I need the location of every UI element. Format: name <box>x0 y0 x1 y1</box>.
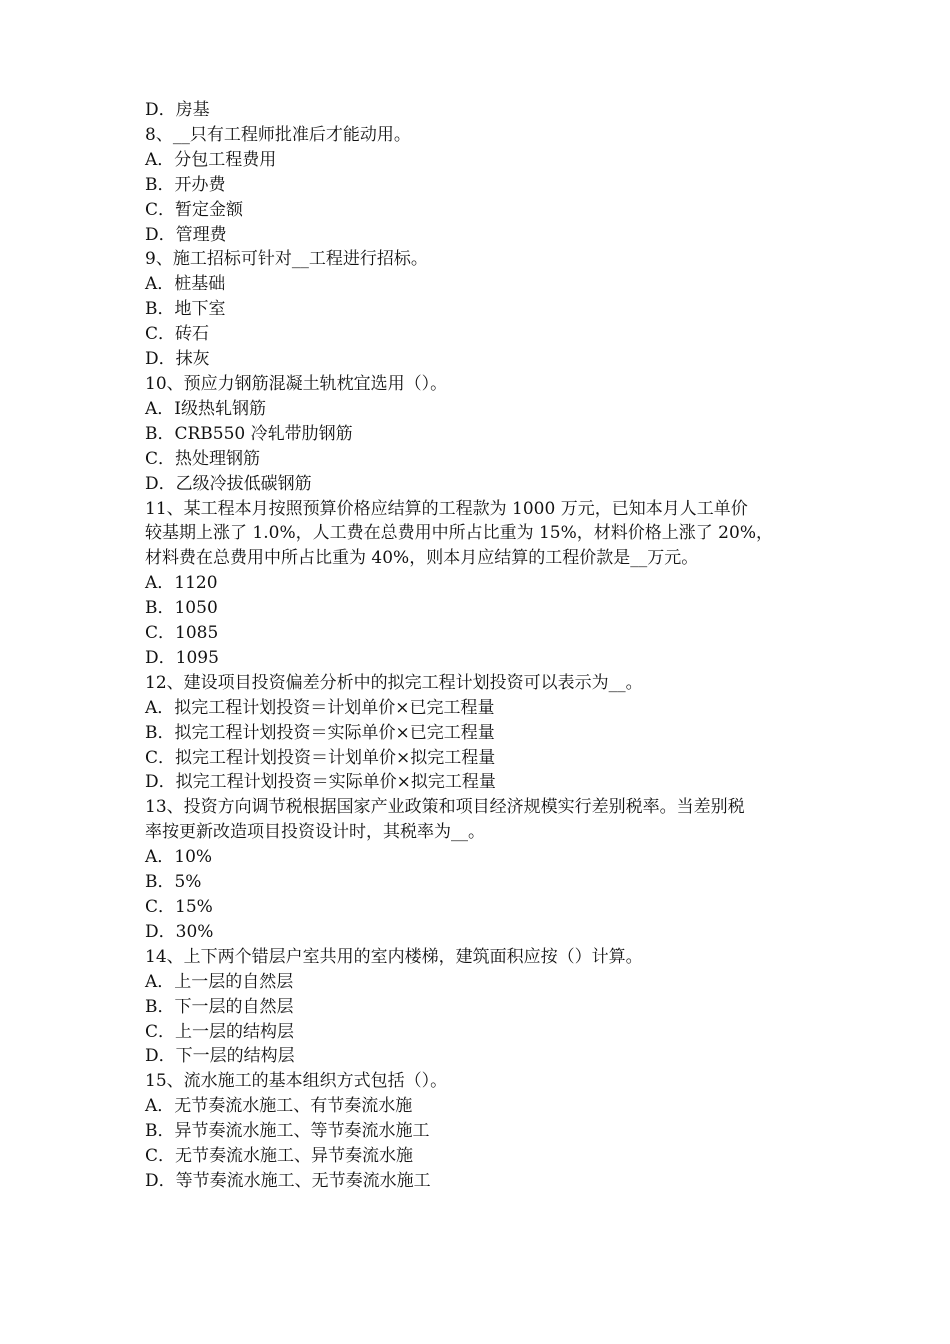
option-d: D．抹灰 <box>145 349 210 370</box>
option-a: A．上一层的自然层 <box>145 971 294 992</box>
question-9: 9、施工招标可针对__工程进行招标。 <box>145 249 428 270</box>
option-d: D．1095 <box>145 647 219 668</box>
option-d: D．拟完工程计划投资＝实际单价×拟完工程量 <box>145 772 496 793</box>
option-a: A．桩基础 <box>145 274 226 295</box>
option-b: B．CRB550 冷轧带肋钢筋 <box>145 423 353 444</box>
option-b: B．下一层的自然层 <box>145 996 294 1017</box>
option-c: C．无节奏流水施工、异节奏流水施 <box>145 1146 414 1167</box>
question-8: 8、__只有工程师批准后才能动用。 <box>145 124 411 145</box>
question-11-cont: 较基期上涨了 1.0%，人工费在总费用中所占比重为 15%，材料价格上涨了 20%， <box>145 523 773 544</box>
option-d: D．管理费 <box>145 224 227 245</box>
option-c: C．暂定金额 <box>145 199 244 220</box>
option-a: A．Ⅰ级热轧钢筋 <box>145 398 266 419</box>
option-c: C．1085 <box>145 623 219 644</box>
question-13: 13、投资方向调节税根据国家产业政策和项目经济规模实行差别税率。当差别税 <box>145 797 745 818</box>
option-d: D．下一层的结构层 <box>145 1046 295 1067</box>
document-page <box>145 98 815 1194</box>
option-c: C．上一层的结构层 <box>145 1021 295 1042</box>
question-13-cont: 率按更新改造项目投资设计时，其税率为__。 <box>145 822 485 843</box>
question-15: 15、流水施工的基本组织方式包括（）。 <box>145 1071 448 1092</box>
option-b: B．1050 <box>145 598 218 619</box>
option-b: B．5% <box>145 872 202 893</box>
question-12: 12、建设项目投资偏差分析中的拟完工程计划投资可以表示为__。 <box>145 672 643 693</box>
option-c: C．拟完工程计划投资＝计划单价×拟完工程量 <box>145 747 496 768</box>
option-b: B．开办费 <box>145 174 226 195</box>
option-a: A．10% <box>145 847 213 868</box>
option-a: A．拟完工程计划投资＝计划单价×已完工程量 <box>145 697 495 718</box>
option-c: C．砖石 <box>145 324 210 345</box>
option-d: D．30% <box>145 921 214 942</box>
option-d: D．房基 <box>145 100 210 120</box>
option-c: C．热处理钢筋 <box>145 448 261 469</box>
option-b: B．异节奏流水施工、等节奏流水施工 <box>145 1121 430 1142</box>
question-14: 14、上下两个错层户室共用的室内楼梯，建筑面积应按（）计算。 <box>145 946 643 967</box>
option-a: A．无节奏流水施工、有节奏流水施 <box>145 1096 413 1117</box>
option-a: A．分包工程费用 <box>145 149 277 170</box>
option-a: A．1120 <box>145 573 218 594</box>
question-10: 10、预应力钢筋混凝土轨枕宜选用（）。 <box>145 373 448 394</box>
question-11-cont: 材料费在总费用中所占比重为 40%，则本月应结算的工程价款是__万元。 <box>145 548 699 569</box>
question-11: 11、某工程本月按照预算价格应结算的工程款为 1000 万元，已知本月人工单价 <box>145 498 748 519</box>
option-c: C．15% <box>145 897 213 917</box>
option-b: B．地下室 <box>145 299 226 320</box>
option-d: D．等节奏流水施工、无节奏流水施工 <box>145 1170 431 1191</box>
option-d: D．乙级冷拔低碳钢筋 <box>145 473 312 494</box>
option-b: B．拟完工程计划投资＝实际单价×已完工程量 <box>145 722 495 743</box>
